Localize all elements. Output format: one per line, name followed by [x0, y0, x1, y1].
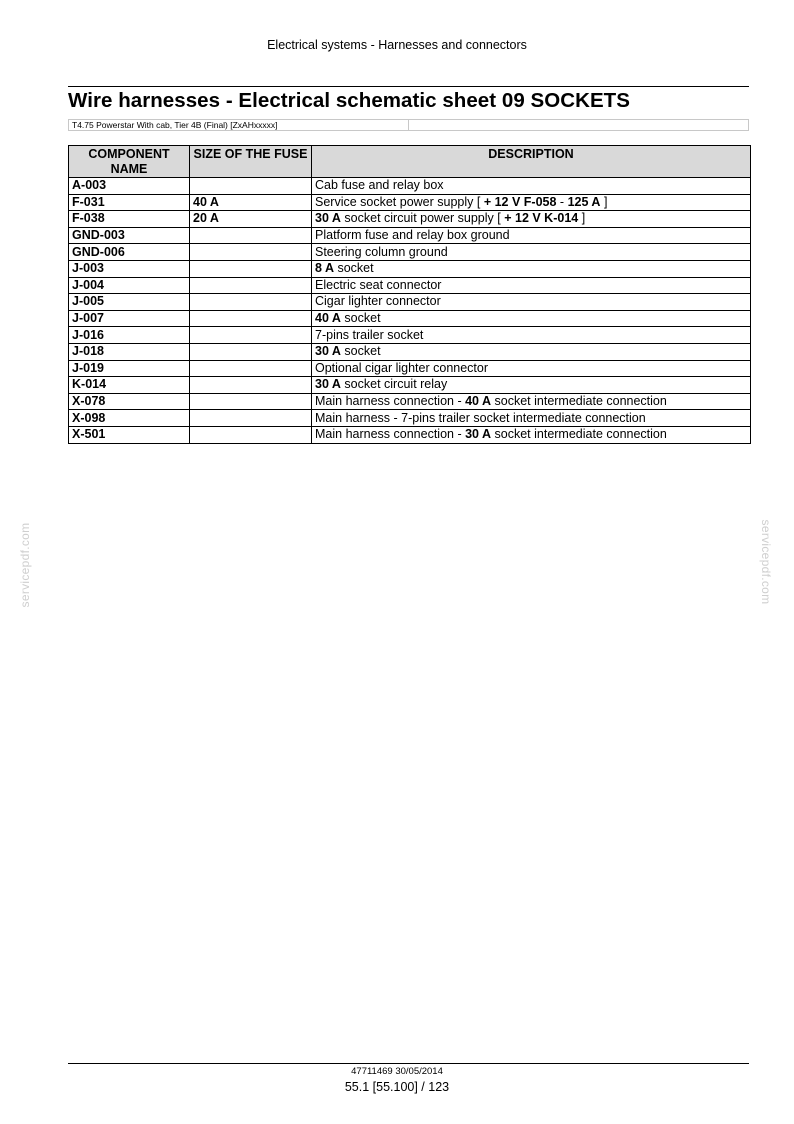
description-text: Electric seat connector — [315, 277, 442, 292]
description-cell — [312, 194, 751, 211]
model-bar-divider — [408, 120, 409, 130]
fuse-size-cell — [190, 178, 312, 195]
description-cell — [312, 178, 751, 195]
column-header-fuse: SIZE OF THE FUSE — [190, 146, 312, 178]
table-header-row — [69, 146, 751, 178]
table-row — [69, 244, 751, 261]
component-name-cell: J-016 — [69, 327, 190, 344]
component-name-cell: J-018 — [69, 343, 190, 360]
table-row — [69, 211, 751, 228]
table-row — [69, 227, 751, 244]
watermark-right: servicepdf.com — [759, 519, 773, 605]
fuse-size-cell — [190, 426, 312, 443]
description-cell — [312, 260, 751, 277]
table-row — [69, 360, 751, 377]
component-name-cell: GND-006 — [69, 244, 190, 261]
fuse-size-cell — [190, 360, 312, 377]
fuse-size-cell — [190, 277, 312, 294]
component-name-cell: GND-003 — [69, 227, 190, 244]
description-emphasis: + 12 V F-058 — [483, 194, 557, 209]
component-name-cell: K-014 — [69, 377, 190, 394]
table-row — [69, 410, 751, 427]
footer-page-ref: 55.1 [55.100] / 123 — [344, 1080, 450, 1094]
description-cell — [312, 277, 751, 294]
component-name-cell: F-038 — [69, 211, 190, 228]
description-emphasis: 40 A — [465, 394, 492, 409]
table-row — [69, 260, 751, 277]
table-row — [69, 377, 751, 394]
table-row — [69, 343, 751, 360]
description-cell — [312, 310, 751, 327]
table-row — [69, 393, 751, 410]
description-text: Platform fuse and relay box ground — [315, 228, 510, 243]
description-emphasis: 30 A — [465, 427, 492, 442]
description-text: - — [556, 194, 568, 209]
page-title: Wire harnesses - Electrical schematic sheet 09 SOCKETS — [68, 89, 630, 112]
description-text: Cab fuse and relay box — [315, 178, 444, 193]
description-text: socket circuit power supply [ — [340, 211, 505, 226]
component-name-cell: J-003 — [69, 260, 190, 277]
watermark-left: servicepdf.com — [18, 522, 32, 608]
description-emphasis: 30 A — [315, 211, 341, 226]
component-name-cell: J-005 — [69, 294, 190, 311]
description-emphasis: 8 A — [315, 261, 334, 276]
description-text: Main harness - 7-pins trailer socket intermediate connection — [315, 410, 646, 425]
description-cell — [312, 410, 751, 427]
description-text: socket — [334, 261, 374, 276]
description-emphasis: + 12 V K-014 — [504, 211, 579, 226]
column-header-component: COMPONENT NAME — [69, 146, 190, 178]
description-text: socket circuit relay — [340, 377, 448, 392]
column-header-description: DESCRIPTION — [312, 146, 751, 178]
table-row — [69, 277, 751, 294]
description-text: socket — [340, 344, 381, 359]
fuse-size-cell — [190, 393, 312, 410]
fuse-size-cell — [190, 410, 312, 427]
table-row — [69, 194, 751, 211]
description-text: socket — [340, 311, 381, 326]
model-bar — [68, 119, 749, 131]
description-text: Service socket power supply [ — [315, 194, 484, 209]
description-emphasis: 30 A — [315, 377, 341, 392]
component-name-cell: J-019 — [69, 360, 190, 377]
description-text: ] — [600, 194, 608, 209]
table-row — [69, 426, 751, 443]
description-text: Steering column ground — [315, 244, 448, 259]
description-emphasis: 125 A — [567, 194, 601, 209]
component-name-cell: F-031 — [69, 194, 190, 211]
fuse-size-cell — [190, 244, 312, 261]
component-name-cell: X-501 — [69, 426, 190, 443]
title-rule — [68, 86, 749, 87]
description-text: socket intermediate connection — [491, 394, 667, 409]
description-cell — [312, 294, 751, 311]
description-emphasis: 40 A — [315, 311, 341, 326]
table-row — [69, 310, 751, 327]
description-cell — [312, 426, 751, 443]
fuse-size-cell: 40 A — [190, 194, 312, 211]
description-cell — [312, 244, 751, 261]
running-header: Electrical systems - Harnesses and connectors — [267, 38, 527, 52]
footer-doc-ref: 47711469 30/05/2014 — [351, 1066, 443, 1077]
description-text: Main harness connection - — [315, 427, 466, 442]
description-text: socket intermediate connection — [491, 427, 667, 442]
component-name-cell: X-078 — [69, 393, 190, 410]
components-table — [68, 145, 751, 444]
component-name-cell: A-003 — [69, 178, 190, 195]
table-body — [69, 178, 751, 444]
description-text: Optional cigar lighter connector — [315, 360, 489, 375]
fuse-size-cell — [190, 227, 312, 244]
fuse-size-cell — [190, 310, 312, 327]
fuse-size-cell: 20 A — [190, 211, 312, 228]
fuse-size-cell — [190, 343, 312, 360]
description-emphasis: 30 A — [315, 344, 341, 359]
model-label: T4.75 Powerstar With cab, Tier 4B (Final) [ZxAHxxxxx] — [72, 120, 278, 130]
table-row — [69, 294, 751, 311]
description-text: ] — [578, 211, 586, 226]
description-cell — [312, 343, 751, 360]
table-row — [69, 178, 751, 195]
component-name-cell: J-004 — [69, 277, 190, 294]
table-row — [69, 327, 751, 344]
description-cell — [312, 327, 751, 344]
fuse-size-cell — [190, 327, 312, 344]
description-cell — [312, 360, 751, 377]
description-cell — [312, 211, 751, 228]
description-cell — [312, 227, 751, 244]
component-name-cell: J-007 — [69, 310, 190, 327]
description-cell — [312, 377, 751, 394]
fuse-size-cell — [190, 260, 312, 277]
description-text: 7-pins trailer socket — [315, 327, 424, 342]
fuse-size-cell — [190, 377, 312, 394]
description-cell — [312, 393, 751, 410]
fuse-size-cell — [190, 294, 312, 311]
component-name-cell: X-098 — [69, 410, 190, 427]
footer-rule — [68, 1063, 749, 1064]
description-text: Main harness connection - — [315, 394, 466, 409]
description-text: Cigar lighter connector — [315, 294, 441, 309]
